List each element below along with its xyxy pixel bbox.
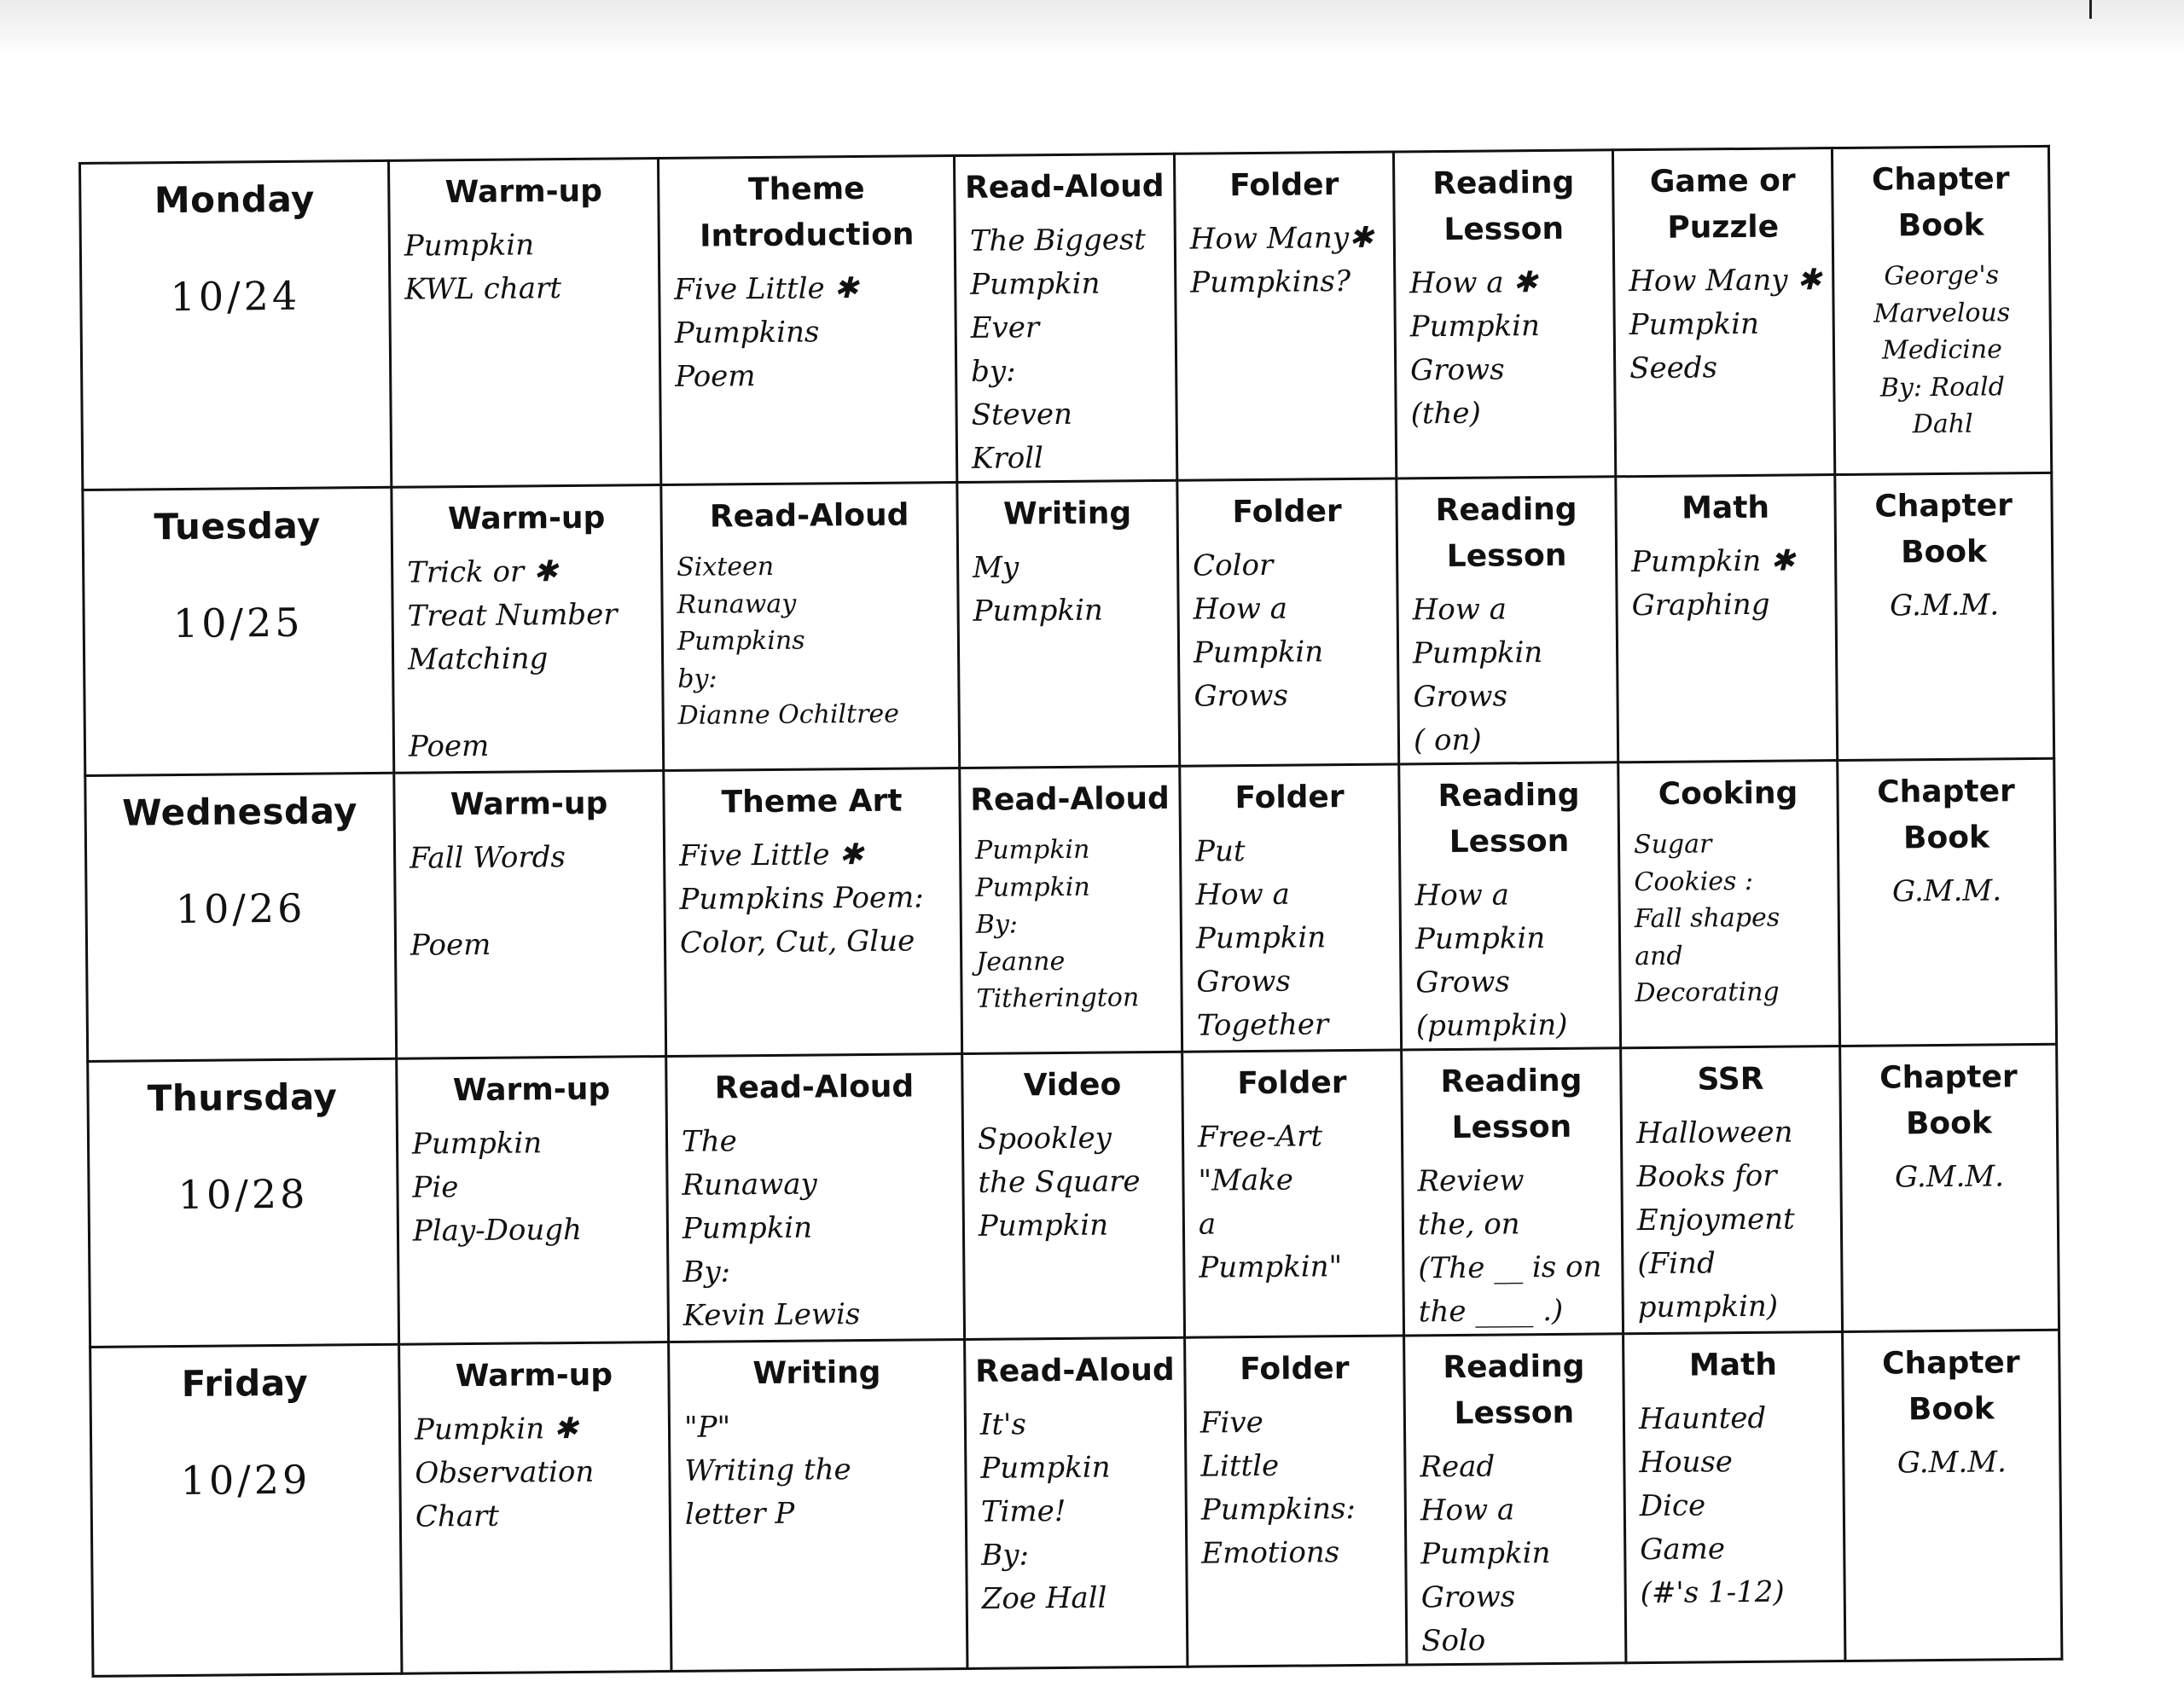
activity-note: Color How a Pumpkin Grows (1193, 548, 1324, 714)
activity-cell (1612, 148, 1834, 477)
activity-heading: Chapter Book (1881, 1345, 2020, 1428)
activity-cell (1397, 477, 1618, 764)
weekly-schedule-table (78, 145, 2063, 1678)
day-cell (85, 773, 397, 1061)
activity-heading: Warm-up (447, 500, 606, 537)
activity-cell (661, 483, 960, 771)
activity-heading: Chapter Book (1871, 161, 2010, 244)
day-date: 10/24 (170, 272, 301, 321)
activity-note: Read How a Pumpkin Grows Solo (1420, 1449, 1551, 1659)
activity-cell (397, 1057, 669, 1345)
activity-note: "P" Writing the letter P (683, 1410, 851, 1532)
day-name: Monday (154, 177, 316, 222)
activity-heading: Warm-up (444, 173, 603, 211)
schedule-row-monday (80, 146, 2052, 490)
activity-note: Five Little ✱ Pumpkins Poem (674, 271, 859, 394)
scan-page-edge (0, 0, 2184, 53)
activity-note: Spookley the Square Pumpkin (977, 1121, 1141, 1244)
day-cell (90, 1344, 402, 1676)
activity-note: G.M.M. (1894, 1159, 2005, 1195)
activity-note: Five Little Pumpkins: Emotions (1199, 1405, 1356, 1571)
activity-cell (1177, 478, 1399, 766)
day-cell (83, 487, 394, 775)
activity-cell (1616, 475, 1838, 762)
activity-heading: Folder (1240, 1351, 1350, 1388)
activity-cell (658, 156, 956, 485)
activity-heading: Reading Lesson (1443, 1348, 1585, 1431)
activity-heading: Chapter Book (1877, 774, 2015, 856)
activity-note: How Many✱ Pumpkins? (1189, 220, 1374, 300)
activity-note: How Many ✱ Pumpkin Seeds (1629, 263, 1821, 386)
activity-cell (1835, 472, 2054, 760)
activity-heading: Math (1681, 490, 1770, 526)
activity-heading: Cooking (1658, 775, 1798, 812)
activity-heading: Writing (1002, 496, 1132, 532)
activity-cell (1840, 1044, 2059, 1331)
activity-note: How a Pumpkin Grows (pumpkin) (1414, 878, 1568, 1044)
activity-cell (1402, 1048, 1623, 1336)
activity-note: Review the, on (The __ is on the ____ .) (1417, 1163, 1602, 1330)
activity-heading: Warm-up (452, 1071, 611, 1109)
schedule-row-friday (90, 1330, 2062, 1676)
schedule-row-thursday (88, 1044, 2059, 1347)
activity-cell (666, 1054, 965, 1342)
activity-cell (1838, 758, 2057, 1046)
activity-note: How a Pumpkin Grows ( on) (1412, 592, 1543, 758)
day-name: Wednesday (122, 790, 358, 834)
day-date: 10/26 (175, 884, 306, 933)
activity-cell (1174, 152, 1396, 480)
activity-heading: Chapter Book (1879, 1059, 2018, 1142)
activity-cell (1618, 761, 1840, 1048)
activity-heading: Video (1023, 1067, 1122, 1104)
activity-cell (960, 766, 1182, 1053)
activity-note: How a ✱ Pumpkin Grows (the) (1409, 265, 1541, 432)
activity-cell (392, 485, 664, 774)
activity-note: Sixteen Runaway Pumpkins by: Dianne Ochiltree (677, 551, 900, 731)
activity-heading: Reading Lesson (1438, 777, 1580, 861)
activity-heading: Read-Aloud (709, 497, 909, 535)
activity-note: Sugar Cookies : Fall shapes and Decorating (1633, 829, 1780, 1009)
activity-heading: Game or Puzzle (1649, 163, 1796, 246)
schedule-row-tuesday (83, 472, 2054, 775)
day-name: Friday (181, 1361, 309, 1406)
activity-cell (954, 154, 1176, 482)
activity-note: G.M.M. (1896, 1445, 2007, 1481)
activity-cell (1623, 1332, 1845, 1663)
activity-note: The Biggest Pumpkin Ever by: Steven Kroll (969, 223, 1147, 476)
activity-note: Pumpkin KWL chart (404, 228, 562, 307)
activity-heading: Reading Lesson (1432, 165, 1575, 248)
activity-cell (388, 159, 660, 488)
day-cell (88, 1058, 399, 1347)
activity-note: It's Pumpkin Time! By: Zoe Hall (979, 1407, 1111, 1616)
activity-heading: Chapter Book (1874, 488, 2013, 571)
activity-note: Put How a Pumpkin Grows Together (1194, 834, 1329, 1043)
activity-heading: Read-Aloud (964, 168, 1165, 206)
activity-heading: Theme Art (721, 783, 903, 820)
activity-note: Trick or ✱ Treat Number Matching Poem (407, 554, 618, 764)
day-name: Thursday (147, 1075, 338, 1120)
activity-cell (1393, 150, 1615, 478)
activity-note: Haunted House Dice Game (#'s 1-12) (1638, 1400, 1785, 1611)
activity-cell (1185, 1336, 1407, 1667)
activity-note: The Runaway Pumpkin By: Kevin Lewis (681, 1124, 861, 1333)
scan-mark (2089, 0, 2092, 19)
day-date: 10/29 (180, 1456, 311, 1504)
activity-heading: Folder (1232, 494, 1342, 530)
activity-heading: Reading Lesson (1435, 491, 1577, 575)
activity-heading: SSR (1697, 1061, 1764, 1098)
activity-cell (669, 1339, 967, 1671)
activity-cell (1399, 762, 1621, 1050)
activity-cell (399, 1342, 671, 1674)
activity-note: G.M.M. (1889, 588, 2000, 623)
activity-cell (1180, 764, 1402, 1052)
activity-heading: Theme Introduction (699, 171, 915, 254)
activity-note: Free-Art "Make a Pumpkin" (1197, 1119, 1343, 1285)
activity-heading: Folder (1229, 167, 1339, 204)
activity-heading: Folder (1237, 1065, 1347, 1102)
activity-heading: Reading Lesson (1440, 1063, 1583, 1145)
activity-cell (394, 771, 666, 1059)
day-cell (80, 160, 392, 490)
activity-note: G.M.M. (1891, 873, 2002, 909)
schedule-row-wednesday (85, 758, 2057, 1061)
activity-cell (1182, 1050, 1404, 1337)
activity-cell (1843, 1330, 2062, 1661)
activity-cell (957, 480, 1180, 768)
activity-note: Pumpkin ✱ Graphing (1630, 543, 1795, 623)
activity-note: Pumpkin Pumpkin By: Jeanne Titherington (974, 834, 1140, 1014)
activity-heading: Writing (752, 1354, 881, 1392)
activity-heading: Warm-up (455, 1357, 613, 1394)
activity-heading: Folder (1234, 780, 1345, 816)
activity-heading: Math (1688, 1347, 1778, 1383)
day-name: Tuesday (154, 504, 322, 548)
activity-note: Halloween Books for Enjoyment (Find pumpkin) (1635, 1115, 1795, 1325)
activity-cell (1832, 146, 2051, 474)
activity-note: Pumpkin ✱ Observation Chart (414, 1411, 595, 1534)
activity-note: Fall Words Poem (409, 840, 566, 963)
day-date: 10/28 (177, 1170, 309, 1219)
activity-cell (1404, 1334, 1626, 1665)
activity-heading: Read-Aloud (714, 1069, 915, 1106)
activity-cell (664, 768, 962, 1057)
activity-cell (1621, 1046, 1843, 1334)
activity-note: George's Marvelous Medicine By: Roald Dahl (1873, 260, 2011, 440)
activity-cell (962, 1052, 1185, 1339)
day-date: 10/25 (172, 599, 304, 647)
activity-heading: Read-Aloud (970, 780, 1170, 818)
activity-heading: Warm-up (450, 786, 608, 823)
activity-cell (965, 1337, 1188, 1668)
activity-heading: Read-Aloud (974, 1352, 1175, 1389)
activity-note: Five Little ✱ Pumpkins Poem: Color, Cut, Glue (678, 838, 924, 960)
activity-note: My Pumpkin (973, 550, 1103, 629)
activity-note: Pumpkin Pie Play-Dough (411, 1126, 583, 1249)
